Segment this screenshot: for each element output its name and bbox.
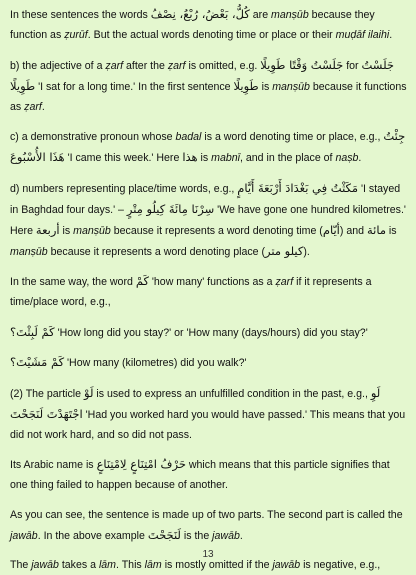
term: jawāb [212,529,240,542]
term: manṣūb [271,9,309,21]
text: is [258,80,273,93]
page-number: 13 [202,549,214,560]
text: 'Had you worked hard you would have passed.' This means that you did not work hard, and so did not pass. [10,408,406,441]
text: takes a [58,559,99,571]
paragraph-point-c [10,126,408,168]
term: badal [175,131,202,143]
text: 'I sat for a long time.' In the first sentence [35,80,234,93]
text: . [389,29,393,41]
paragraph-jawab [10,505,408,546]
arabic-text: كُلُّ، بَعْضُ، رُبْعُ، نِصْفُ [150,7,250,21]
arabic-text: حَرْفُ امْتِنَاعٍ لِامْتِنَاعٍ [96,457,186,471]
term: ẓarf [167,59,186,72]
text: is omitted, e.g. [185,59,261,72]
term: ẓarf [24,100,42,113]
paragraph-point-d [10,178,408,262]
text: , and in the place of [240,152,336,164]
paragraph-particle-law [10,383,408,445]
text: . [358,152,362,164]
text: . [41,100,45,113]
text: after the [123,59,168,72]
text: c) a demonstrative pronoun whose [10,131,176,143]
text: 'I came this week.' Here [64,152,183,164]
text: 'how many' functions as a [148,276,276,288]
arabic-text: سِرْنَا مِائَةَ كِيلُو مِتْرٍ [126,201,215,216]
term: jawāb [10,529,38,542]
arabic-text: جَلَسْتُ طَوِيلًا [10,57,394,93]
arabic-text: لَنَجَحْتَ [147,527,181,542]
text: because it functions as [10,80,407,113]
text: As you can see, the sentence is made up of two parts. The second part is called the [10,508,403,521]
text: are [249,9,272,21]
text: 'How many (kilometres) did you walk?' [64,357,247,369]
text: is [385,224,397,237]
term: mabnī [211,152,241,164]
arabic-text: هذا [182,150,198,164]
text: d) numbers representing place/time words, e.g., [10,182,238,195]
term: naṣb [335,152,359,164]
text: which means that this particle signifies that one thing failed to happen because of another. [10,459,390,491]
text: is used to express an unfulfilled condition in the past, e.g., [93,387,371,400]
term: ẓarf [275,276,294,288]
paragraph-kam [10,271,408,312]
term: manṣūb [10,245,48,258]
arabic-text: جَلَسْتُ وَقْتًا طَوِيلًا [260,57,344,72]
text: is [59,224,74,237]
arabic-text: كيلو متر [265,243,304,258]
text: is a word denoting time or place, e.g., [201,131,384,143]
term: lām [144,559,162,571]
arabic-text: كَمْ مَشَيْتَ؟ [10,355,65,369]
term: jawāb [272,559,301,571]
text: because they function as [10,9,375,41]
text: Its Arabic name is [10,459,97,471]
text: is mostly omitted if the [161,559,273,571]
text: is [197,152,212,164]
text: In these sentences the words [10,9,151,21]
arabic-text: جِئْتُ هَذَا الأُسْبُوعَ [10,129,406,164]
term: ẓarf [105,59,124,72]
text: (2) The particle [10,387,84,400]
term: ẓurūf [64,29,88,41]
text: ) and [339,224,367,237]
text: . This [116,559,145,571]
paragraph-arabic-name [10,454,408,495]
text: b) the adjective of a [10,59,106,72]
arabic-text: طَوِيلًا [233,78,259,93]
text: is the [180,529,213,542]
text: if it represents a time/place word, e.g., [10,276,372,308]
text: The [10,559,32,571]
arabic-text: أيّام [322,222,340,237]
paragraph-point-b [10,55,408,117]
text: . [239,529,243,542]
text: 'I stayed in Baghdad four days.' – [10,182,401,216]
arabic-text: مائة [366,222,386,237]
term: manṣūb [272,80,310,93]
arabic-text: لَوْ [84,385,94,400]
term: muḍāf ilaihi [335,29,390,41]
arabic-text: كَمْ لَبِثْتَ؟ [10,324,55,339]
text: 'We have gone one hundred kilometres.' Here [10,203,406,237]
term: manṣūb [73,224,111,237]
paragraph-ẓurūf-examples [10,4,408,45]
text: . But the actual words denoting time or place or their [87,29,336,41]
text: for [343,59,362,72]
example-kam-walk [10,352,408,373]
text: 'How long did you stay?' or 'How many (days/hours) did you stay?' [54,326,368,339]
term: lām [98,559,117,571]
arabic-text: كَمْ [135,274,149,288]
example-kam-stay [10,322,408,343]
arabic-text: أربعة [35,222,60,237]
text: is negative, e.g., [300,559,381,571]
term: jawāb [31,559,59,571]
arabic-text: لَوِ اجْتَهَدْتَ لَنَجَحْتَ [10,385,381,421]
text: ). [303,245,310,258]
text: In the same way, the word [10,276,136,288]
text: because it represents a word denoting place ( [47,245,266,258]
arabic-text: مَكَثْتُ فِي بَغْدَادَ أَرْبَعَةَ أَيَّامٍ [237,180,359,195]
text: because it represents a word denoting time ( [110,224,323,237]
text: . In the above example [37,529,148,542]
